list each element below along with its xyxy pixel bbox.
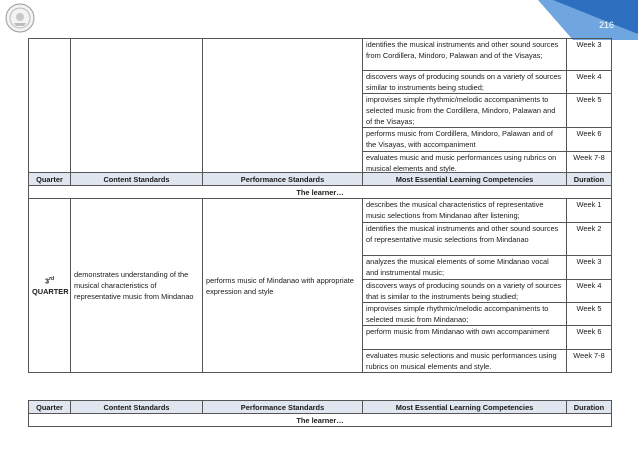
header-duration: Duration bbox=[567, 401, 612, 414]
competency-cell: perform music from Mindanao with own accompaniment bbox=[363, 326, 567, 350]
header-row bbox=[29, 401, 612, 414]
header-quarter: Quarter bbox=[29, 173, 71, 186]
page-number: 216 bbox=[598, 20, 614, 30]
header-competencies: Most Essential Learning Competencies bbox=[363, 401, 567, 414]
duration-cell: Week 5 bbox=[567, 94, 612, 128]
duration-cell: Week 6 bbox=[567, 128, 612, 152]
next-quarter-table bbox=[28, 400, 612, 427]
competency-cell: evaluates music selections and music performances using rubrics on musical elements and style. bbox=[363, 350, 567, 373]
duration-cell: Week 1 bbox=[567, 199, 612, 223]
cell-quarter bbox=[29, 39, 71, 175]
competency-cell: discovers ways of producing sounds on a variety of sources similar to instruments being studied; bbox=[363, 71, 567, 94]
header-competencies: Most Essential Learning Competencies bbox=[363, 173, 567, 186]
quarter-word: QUARTER bbox=[32, 287, 69, 297]
learner-label: The learner… bbox=[29, 414, 612, 427]
duration-cell: Week 3 bbox=[567, 39, 612, 71]
header-performance-standards: Performance Standards bbox=[203, 401, 363, 414]
duration-cell: Week 7-8 bbox=[567, 152, 612, 175]
header-content-standards: Content Standards bbox=[71, 401, 203, 414]
competency-cell: describes the musical characteristics of representative music selections from Mindanao after listening; bbox=[363, 199, 567, 223]
cell-content-standard bbox=[71, 39, 203, 175]
duration-cell: Week 7-8 bbox=[567, 350, 612, 373]
competency-cell: analyzes the musical elements of some Mindanao vocal and instrumental music; bbox=[363, 256, 567, 280]
competency-cell: improvises simple rhythmic/melodic accompaniments to selected music from Mindanao; bbox=[363, 303, 567, 326]
header-row bbox=[29, 173, 612, 186]
content-standard: demonstrates understanding of the musical characteristics of representative music from Mindanao bbox=[71, 199, 203, 373]
learner-row bbox=[29, 414, 612, 427]
competency-cell: discovers ways of producing sounds on a variety of sources that is similar to the instruments being studied; bbox=[363, 280, 567, 303]
deped-seal-logo bbox=[5, 3, 35, 33]
competency-cell: identifies the musical instruments and other sound sources of representative music selections from Mindanao bbox=[363, 223, 567, 256]
duration-cell: Week 6 bbox=[567, 326, 612, 350]
table-row bbox=[29, 39, 612, 71]
learner-label: The learner… bbox=[29, 186, 612, 199]
duration-cell: Week 4 bbox=[567, 280, 612, 303]
competency-cell: evaluates music and music performances using rubrics on musical elements and style. bbox=[363, 152, 567, 175]
quarter-number: 3 bbox=[44, 276, 50, 286]
performance-standard: performs music of Mindanao with appropriate expression and style bbox=[203, 199, 363, 373]
duration-cell: Week 2 bbox=[567, 223, 612, 256]
duration-cell: Week 3 bbox=[567, 256, 612, 280]
header-quarter: Quarter bbox=[29, 401, 71, 414]
competency-cell: improvises simple rhythmic/melodic accompaniments to selected music from the Cordillera, Mindoro, Palawan and of the Visayas; bbox=[363, 94, 567, 128]
competency-cell: identifies the musical instruments and other sound sources from Cordillera, Mindoro, Palawan and of the Visayas; bbox=[363, 39, 567, 71]
third-quarter-table bbox=[28, 172, 612, 373]
header-content-standards: Content Standards bbox=[71, 173, 203, 186]
header-duration: Duration bbox=[567, 173, 612, 186]
continuation-table bbox=[28, 38, 612, 175]
corner-decoration bbox=[498, 0, 638, 40]
table-row bbox=[29, 199, 612, 223]
duration-cell: Week 4 bbox=[567, 71, 612, 94]
duration-cell: Week 5 bbox=[567, 303, 612, 326]
competency-cell: performs music from Cordillera, Mindoro, Palawan and of the Visayas, with accompaniment bbox=[363, 128, 567, 152]
quarter-label bbox=[29, 199, 71, 373]
header-performance-standards: Performance Standards bbox=[203, 173, 363, 186]
cell-performance-standard bbox=[203, 39, 363, 175]
quarter-ordinal: rd bbox=[49, 275, 55, 282]
learner-row bbox=[29, 186, 612, 199]
